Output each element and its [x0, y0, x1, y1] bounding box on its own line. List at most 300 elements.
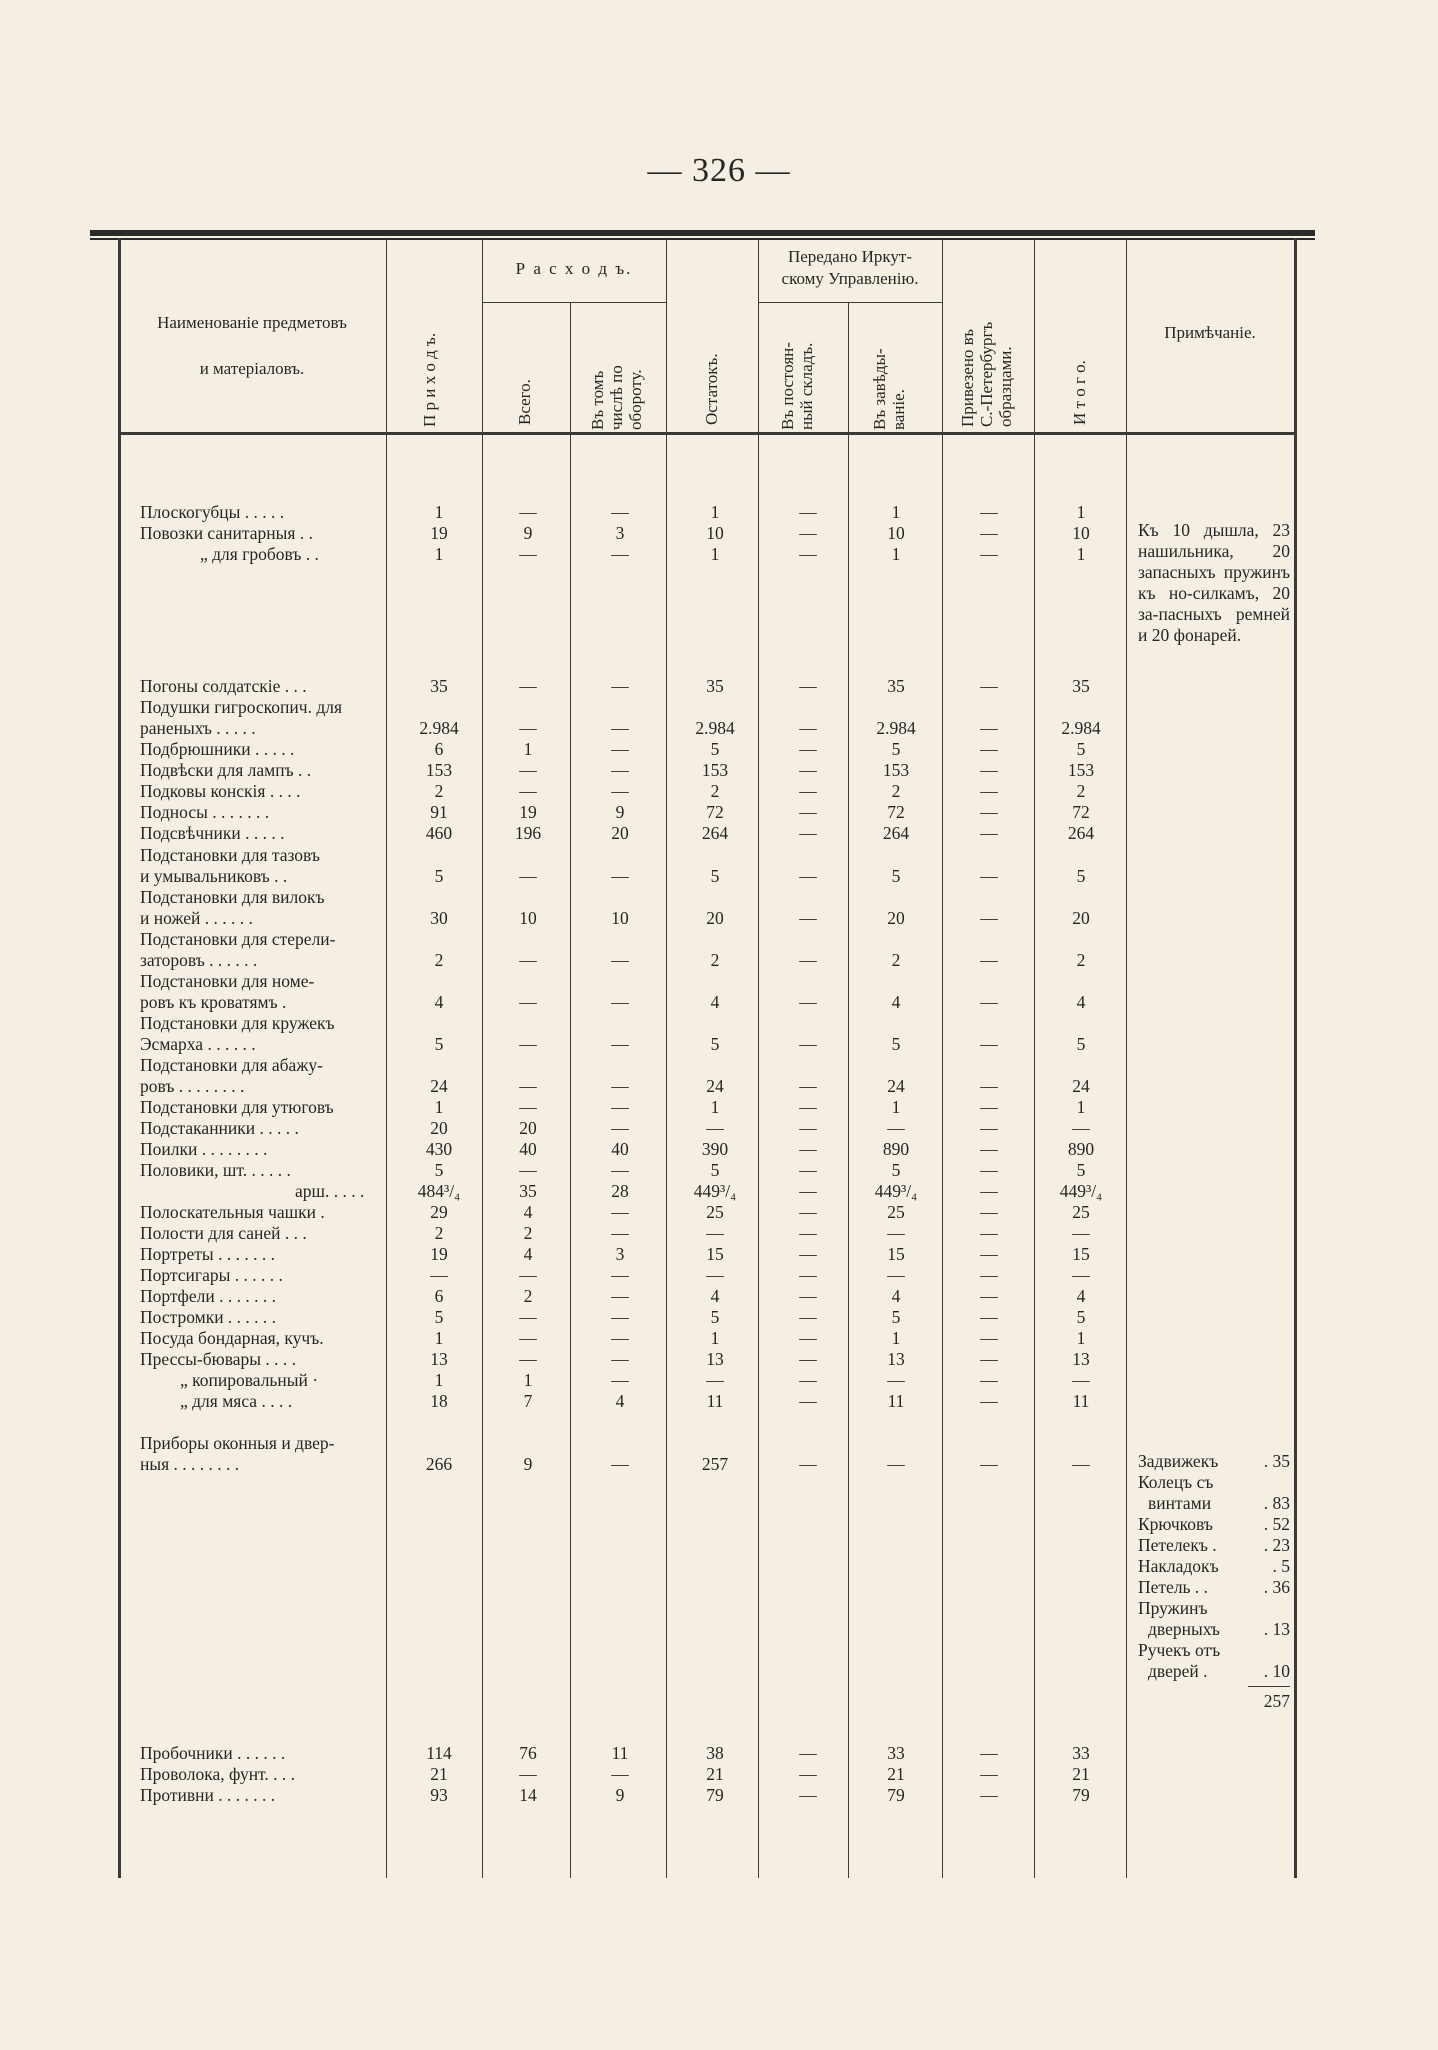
cell-itogo: 33 [1072, 1743, 1090, 1763]
cell-ostatok: 2 [710, 781, 720, 801]
cell-sklad: — [799, 1391, 817, 1411]
cell-vsego: 1 [523, 1370, 533, 1390]
cell-zaved: 21 [887, 1764, 905, 1784]
cell-prih: 114 [426, 1743, 452, 1763]
cell-privez: — [980, 992, 998, 1012]
cell-privez: — [980, 781, 998, 801]
cell-zaved: 79 [887, 1785, 905, 1805]
cell-itogo: 153 [1067, 760, 1095, 780]
cell-zaved: — [887, 1454, 905, 1474]
cell-zaved: 1 [891, 1328, 901, 1348]
cell-oborot: 20 [611, 823, 629, 843]
item-name: „ для гробовъ . . [200, 544, 319, 564]
cell-zaved: 5 [891, 866, 901, 886]
cell-zaved: 11 [887, 1391, 905, 1411]
cell-zaved: 13 [887, 1349, 905, 1369]
cell-zaved: 5 [891, 739, 901, 759]
header-peredano: Передано Иркут- скому Управленію. [781, 247, 919, 288]
cell-sklad: — [799, 1785, 817, 1805]
item-name: Пробочники . . . . . . [140, 1743, 286, 1763]
cell-privez: — [980, 950, 998, 970]
item-name: Подстановки для стерели- заторовъ . . . . . . [140, 929, 336, 970]
cell-zaved: 890 [882, 1139, 910, 1159]
item-name: Приборы оконныя и двер- ныя . . . . . . . . [140, 1433, 335, 1474]
note-label: Петель . . [1138, 1577, 1209, 1597]
item-name: Посуда бондарная, кучъ. [140, 1328, 324, 1348]
note-value: . 52 [1263, 1514, 1290, 1534]
cell-oborot: — [611, 1118, 629, 1138]
cell-oborot: — [611, 866, 629, 886]
cell-zaved: 1 [891, 502, 901, 522]
cell-zaved: 5 [891, 1034, 901, 1054]
cell-ostatok: 35 [706, 676, 724, 696]
cell-vsego: 35 [519, 1181, 537, 1201]
cell-prih: 18 [430, 1391, 448, 1411]
cell-itogo: 5 [1076, 866, 1086, 886]
cell-oborot: — [611, 1370, 629, 1390]
cell-privez: — [980, 1181, 998, 1201]
cell-oborot: — [611, 1202, 629, 1222]
cell-ostatok: — [706, 1118, 724, 1138]
note-label: дверей . [1148, 1661, 1208, 1681]
item-name: Подносы . . . . . . . [140, 802, 270, 822]
cell-oborot: — [611, 1286, 629, 1306]
item-name: Постромки . . . . . . [140, 1307, 277, 1327]
cell-vsego: — [519, 992, 537, 1012]
col-divider [1034, 238, 1035, 1878]
cell-vsego: — [519, 1349, 537, 1369]
note-label: Пружинъ [1138, 1598, 1208, 1618]
cell-itogo: 1 [1076, 1328, 1086, 1348]
cell-ostatok: 15 [706, 1244, 724, 1264]
note-line [1138, 1451, 1290, 1472]
cell-prih: 1 [434, 502, 444, 522]
item-name: Подсвѣчники . . . . . [140, 823, 285, 843]
cell-oborot: 28 [611, 1181, 629, 1201]
cell-zaved: 264 [882, 823, 910, 843]
cell-oborot: — [611, 718, 629, 738]
cell-sklad: — [799, 1202, 817, 1222]
cell-itogo: 5 [1076, 1034, 1086, 1054]
cell-oborot: — [611, 1097, 629, 1117]
cell-vsego: — [519, 760, 537, 780]
cell-itogo: 264 [1067, 823, 1095, 843]
cell-itogo: 5 [1076, 739, 1086, 759]
item-name: Портреты . . . . . . . [140, 1244, 275, 1264]
cell-vsego: 14 [519, 1785, 537, 1805]
cell-prih: 153 [425, 760, 453, 780]
cell-privez: — [980, 1391, 998, 1411]
cell-ostatok: 257 [701, 1454, 729, 1474]
peredano-subheader-line [758, 302, 942, 303]
cell-itogo: — [1072, 1118, 1090, 1138]
note-value: . 10 [1263, 1661, 1290, 1681]
note-line [1138, 1535, 1290, 1556]
cell-vsego: — [519, 1097, 537, 1117]
note-label: винтами [1148, 1493, 1212, 1513]
cell-prih: 484³/₄ [417, 1181, 461, 1201]
cell-vsego: — [519, 1265, 537, 1285]
cell-ostatok: 2 [710, 950, 720, 970]
cell-prih: 2.984 [419, 718, 459, 738]
cell-privez: — [980, 1328, 998, 1348]
cell-sklad: — [799, 760, 817, 780]
cell-zaved: 15 [887, 1244, 905, 1264]
cell-prih: 24 [430, 1076, 448, 1096]
cell-itogo: 72 [1072, 802, 1090, 822]
cell-ostatok: 24 [706, 1076, 724, 1096]
cell-prih: 19 [430, 523, 448, 543]
cell-zaved: 1 [891, 544, 901, 564]
cell-privez: — [980, 823, 998, 843]
cell-ostatok: 5 [710, 1034, 720, 1054]
cell-ostatok: 1 [710, 544, 720, 564]
cell-sklad: — [799, 1370, 817, 1390]
cell-privez: — [980, 1244, 998, 1264]
col-divider [942, 238, 943, 1878]
header-prihod: П р и х о д ъ. [420, 332, 439, 427]
item-name: Портфели . . . . . . . [140, 1286, 277, 1306]
item-name: Подстановки для вилокъ и ножей . . . . . . [140, 887, 325, 928]
cell-zaved: 2 [891, 781, 901, 801]
note-line [1138, 1640, 1290, 1661]
cell-sklad: — [799, 908, 817, 928]
cell-privez: — [980, 1307, 998, 1327]
item-name: Поилки . . . . . . . . [140, 1139, 268, 1159]
item-name: Погоны солдатскіе . . . [140, 676, 307, 696]
cell-itogo: 5 [1076, 1160, 1086, 1180]
cell-sklad: — [799, 1244, 817, 1264]
cell-vsego: 196 [514, 823, 542, 843]
cell-vsego: — [519, 544, 537, 564]
item-name: Подстановки для утюговъ [140, 1097, 334, 1117]
cell-oborot: — [611, 760, 629, 780]
item-name: Полости для саней . . . [140, 1223, 307, 1243]
cell-prih: 4 [434, 992, 444, 1012]
note-line [1138, 1514, 1290, 1535]
cell-privez: — [980, 1223, 998, 1243]
cell-sklad: — [799, 1286, 817, 1306]
note-value: . 13 [1263, 1619, 1290, 1639]
cell-sklad: — [799, 1181, 817, 1201]
header-privezeno: Привезено въ С.-Петербургъ образцами. [958, 321, 1015, 427]
cell-vsego: 2 [523, 1223, 533, 1243]
cell-itogo: — [1072, 1223, 1090, 1243]
cell-ostatok: 5 [710, 1307, 720, 1327]
header-zaved: Въ завѣды- ваніе. [870, 348, 908, 430]
cell-prih: 93 [430, 1785, 448, 1805]
cell-itogo: 890 [1067, 1139, 1095, 1159]
cell-zaved: 35 [887, 676, 905, 696]
cell-zaved: — [887, 1370, 905, 1390]
cell-ostatok: 25 [706, 1202, 724, 1222]
cell-ostatok: 79 [706, 1785, 724, 1805]
note-label: Колецъ съ [1138, 1472, 1214, 1492]
item-name: Подушки гигроскопич. для раненыхъ . . . . . [140, 697, 343, 738]
cell-privez: — [980, 1118, 998, 1138]
cell-sklad: — [799, 544, 817, 564]
item-name: Проволока, фунт. . . . [140, 1764, 296, 1784]
item-name: Подвѣски для лампъ . . [140, 760, 312, 780]
cell-vsego: — [519, 1160, 537, 1180]
cell-prih: 5 [434, 1307, 444, 1327]
cell-oborot: — [611, 1328, 629, 1348]
cell-zaved: 1 [891, 1097, 901, 1117]
cell-sklad: — [799, 523, 817, 543]
cell-itogo: — [1072, 1265, 1090, 1285]
cell-oborot: — [611, 992, 629, 1012]
cell-sklad: — [799, 802, 817, 822]
item-name: Плоскогубцы . . . . . [140, 502, 285, 522]
header-sklad: Въ постоян- ный складъ. [778, 342, 816, 430]
cell-vsego: 9 [523, 1454, 533, 1474]
cell-itogo: 79 [1072, 1785, 1090, 1805]
cell-zaved: 33 [887, 1743, 905, 1763]
cell-zaved: 4 [891, 992, 901, 1012]
cell-itogo: 2.984 [1061, 718, 1101, 738]
cell-prih: 266 [425, 1454, 453, 1474]
cell-prih: 1 [434, 1097, 444, 1117]
cell-ostatok: 13 [706, 1349, 724, 1369]
cell-zaved: — [887, 1118, 905, 1138]
cell-vsego: 2 [523, 1286, 533, 1306]
item-name: Подстановки для номе- ровъ къ кроватямъ . [140, 971, 315, 1012]
cell-ostatok: 1 [710, 1328, 720, 1348]
cell-sklad: — [799, 1328, 817, 1348]
cell-vsego: 10 [519, 908, 537, 928]
cell-zaved: 24 [887, 1076, 905, 1096]
cell-ostatok: 21 [706, 1764, 724, 1784]
item-name: Противни . . . . . . . [140, 1785, 276, 1805]
note-line [1138, 1493, 1290, 1514]
cell-itogo: 5 [1076, 1307, 1086, 1327]
cell-prih: 6 [434, 1286, 444, 1306]
header-rashod: Р а с х о д ъ. [515, 259, 633, 278]
cell-vsego: 40 [519, 1139, 537, 1159]
cell-sklad: — [799, 1139, 817, 1159]
cell-itogo: 25 [1072, 1202, 1090, 1222]
table-top-rule-thin [90, 238, 1315, 240]
cell-vsego: — [519, 718, 537, 738]
cell-privez: — [980, 1454, 998, 1474]
cell-ostatok: 449³/₄ [693, 1181, 737, 1201]
cell-prih: 13 [430, 1349, 448, 1369]
cell-ostatok: 2.984 [695, 718, 735, 738]
col-divider [758, 238, 759, 1878]
cell-zaved: 72 [887, 802, 905, 822]
note-value: . 5 [1272, 1556, 1290, 1576]
col-divider [1126, 238, 1127, 1878]
cell-privez: — [980, 802, 998, 822]
cell-oborot: — [611, 739, 629, 759]
note-line [1138, 1619, 1290, 1640]
note-line [1138, 1598, 1290, 1619]
note-label: Петелекъ . [1138, 1535, 1217, 1555]
item-name: Полоскательныя чашки . [140, 1202, 325, 1222]
note-line [1138, 1577, 1290, 1598]
cell-prih: — [430, 1265, 448, 1285]
cell-prih: 1 [434, 1328, 444, 1348]
cell-privez: — [980, 1139, 998, 1159]
cell-sklad: — [799, 1307, 817, 1327]
cell-itogo: 24 [1072, 1076, 1090, 1096]
cell-privez: — [980, 1202, 998, 1222]
cell-prih: 29 [430, 1202, 448, 1222]
header-vsego: Всего. [515, 379, 534, 425]
cell-privez: — [980, 1076, 998, 1096]
cell-vsego: — [519, 502, 537, 522]
cell-privez: — [980, 544, 998, 564]
note-value: . 35 [1263, 1451, 1290, 1471]
cell-vsego: 4 [523, 1202, 533, 1222]
cell-ostatok: — [706, 1370, 724, 1390]
note-sum-rule [1248, 1686, 1290, 1687]
cell-prih: 5 [434, 1160, 444, 1180]
note-window-fittings [1138, 1451, 1290, 1712]
note-line [1138, 1661, 1290, 1682]
cell-oborot: — [611, 950, 629, 970]
cell-privez: — [980, 1034, 998, 1054]
header-name: Наименованіе предметовъ и матеріаловъ. [157, 313, 347, 378]
item-name: Подстановки для кружекъ Эсмарха . . . . . . [140, 1013, 335, 1054]
cell-sklad: — [799, 781, 817, 801]
cell-ostatok: 1 [710, 502, 720, 522]
item-name: Портсигары . . . . . . [140, 1265, 283, 1285]
cell-zaved: 20 [887, 908, 905, 928]
cell-zaved: 5 [891, 1307, 901, 1327]
cell-prih: 2 [434, 781, 444, 801]
cell-oborot: — [611, 1034, 629, 1054]
cell-prih: 91 [430, 802, 448, 822]
cell-vsego: — [519, 1034, 537, 1054]
cell-vsego: — [519, 1076, 537, 1096]
cell-vsego: — [519, 676, 537, 696]
cell-prih: 460 [425, 823, 453, 843]
cell-privez: — [980, 739, 998, 759]
cell-oborot: — [611, 1160, 629, 1180]
cell-sklad: — [799, 1743, 817, 1763]
cell-itogo: 13 [1072, 1349, 1090, 1369]
cell-oborot: — [611, 544, 629, 564]
rashod-subheader-line [482, 302, 666, 303]
cell-oborot: 9 [615, 802, 625, 822]
cell-sklad: — [799, 1265, 817, 1285]
cell-ostatok: 10 [706, 523, 724, 543]
cell-oborot: 40 [611, 1139, 629, 1159]
note-carts: Къ 10 дышла, 23 нашильника, 20 запасныхъ пружинъ къ но-силкамъ, 20 за-пасныхъ ремней и 20 фонарей. [1138, 520, 1290, 645]
cell-ostatok: 11 [706, 1391, 724, 1411]
item-name: Подстаканники . . . . . [140, 1118, 299, 1138]
cell-prih: 1 [434, 544, 444, 564]
item-name: арш. . . . . [295, 1181, 365, 1201]
cell-zaved: 4 [891, 1286, 901, 1306]
cell-itogo: 21 [1072, 1764, 1090, 1784]
cell-itogo: — [1072, 1370, 1090, 1390]
cell-oborot: — [611, 1223, 629, 1243]
cell-vsego: 7 [523, 1391, 533, 1411]
cell-sklad: — [799, 992, 817, 1012]
cell-ostatok: 72 [706, 802, 724, 822]
cell-sklad: — [799, 1349, 817, 1369]
cell-sklad: — [799, 866, 817, 886]
cell-sklad: — [799, 502, 817, 522]
cell-oborot: 9 [615, 1785, 625, 1805]
cell-privez: — [980, 760, 998, 780]
note-label: Накладокъ [1138, 1556, 1219, 1576]
note-line [1138, 1472, 1290, 1493]
cell-ostatok: 5 [710, 866, 720, 886]
header-itogo: И т о г о. [1070, 360, 1089, 425]
table-left-border [118, 238, 121, 1878]
cell-sklad: — [799, 1764, 817, 1784]
item-name: Половики, шт. . . . . . [140, 1160, 291, 1180]
cell-vsego: — [519, 950, 537, 970]
cell-itogo: 1 [1076, 544, 1086, 564]
cell-privez: — [980, 1785, 998, 1805]
cell-privez: — [980, 1743, 998, 1763]
cell-prih: 2 [434, 950, 444, 970]
cell-oborot: — [611, 502, 629, 522]
cell-prih: 21 [430, 1764, 448, 1784]
table-right-border [1294, 238, 1297, 1878]
cell-ostatok: 4 [710, 1286, 720, 1306]
cell-itogo: 11 [1072, 1391, 1090, 1411]
cell-prih: 5 [434, 866, 444, 886]
cell-privez: — [980, 502, 998, 522]
item-name: Подстановки для тазовъ и умывальниковъ . . [140, 845, 320, 886]
cell-sklad: — [799, 1034, 817, 1054]
cell-prih: 30 [430, 908, 448, 928]
cell-oborot: 3 [615, 1244, 625, 1264]
cell-zaved: 5 [891, 1160, 901, 1180]
cell-prih: 20 [430, 1118, 448, 1138]
note-value: . 23 [1263, 1535, 1290, 1555]
cell-ostatok: 153 [701, 760, 729, 780]
cell-sklad: — [799, 1097, 817, 1117]
cell-sklad: — [799, 1076, 817, 1096]
cell-zaved: 2.984 [876, 718, 916, 738]
cell-prih: 19 [430, 1244, 448, 1264]
cell-vsego: 4 [523, 1244, 533, 1264]
cell-zaved: — [887, 1265, 905, 1285]
cell-privez: — [980, 1349, 998, 1369]
header-ostatok: Остатокъ. [702, 353, 721, 425]
cell-vsego: 1 [523, 739, 533, 759]
cell-oborot: — [611, 1307, 629, 1327]
cell-ostatok: 5 [710, 739, 720, 759]
cell-itogo: 4 [1076, 1286, 1086, 1306]
cell-ostatok: 5 [710, 1160, 720, 1180]
cell-zaved: 2 [891, 950, 901, 970]
cell-ostatok: 264 [701, 823, 729, 843]
cell-sklad: — [799, 823, 817, 843]
cell-privez: — [980, 523, 998, 543]
header-primech: Примѣчаніе. [1164, 323, 1256, 342]
cell-zaved: 153 [882, 760, 910, 780]
cell-sklad: — [799, 950, 817, 970]
cell-sklad: — [799, 1160, 817, 1180]
header-oborot: Въ томъ числѣ по обороту. [588, 365, 645, 430]
note-label: дверныхъ [1148, 1619, 1220, 1639]
cell-itogo: 10 [1072, 523, 1090, 543]
cell-oborot: 11 [611, 1743, 629, 1763]
header-bottom-rule [118, 432, 1294, 435]
cell-sklad: — [799, 1454, 817, 1474]
cell-prih: 430 [425, 1139, 453, 1159]
cell-itogo: 449³/₄ [1059, 1181, 1103, 1201]
cell-zaved: 449³/₄ [874, 1181, 918, 1201]
cell-prih: 2 [434, 1223, 444, 1243]
